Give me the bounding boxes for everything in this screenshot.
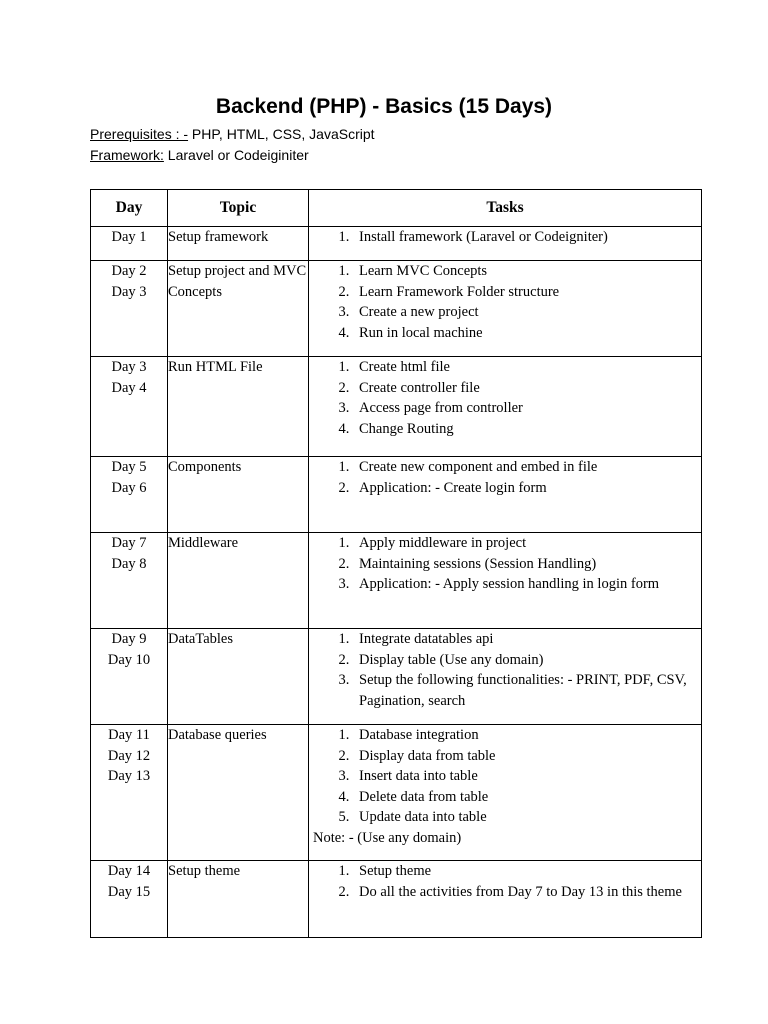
prerequisites-value: PHP, HTML, CSS, JavaScript: [188, 126, 375, 142]
tasks-cell: [309, 725, 702, 861]
task-item: 2. Display table (Use any domain): [353, 650, 693, 671]
day-label: Day 6: [111, 479, 147, 496]
task-item: 4. Change Routing: [353, 419, 693, 440]
task-list: [309, 533, 701, 595]
table-row: [91, 725, 702, 861]
day-cell: [91, 457, 168, 533]
tasks-cell: [309, 533, 702, 629]
day-label: Day 14: [107, 863, 151, 879]
tasks-cell: [309, 261, 702, 357]
day-label: Day 3: [111, 359, 147, 375]
task-item: 1. Install framework (Laravel or Codeigniter): [353, 227, 693, 248]
topic-cell: Setup project and MVC Concepts: [168, 261, 309, 357]
table-row: [91, 457, 702, 533]
prerequisites-line: [90, 124, 375, 144]
day-label: Day 15: [107, 883, 151, 900]
table-row: [91, 629, 702, 725]
task-item: 1. Create html file: [353, 357, 693, 378]
topic-cell: Database queries: [168, 725, 309, 861]
day-label: Day 12: [107, 747, 151, 764]
task-item: 3. Setup the following functionalities: - PRINT, PDF, CSV, Pagination, search: [353, 670, 693, 711]
task-list: [309, 861, 701, 902]
day-label: Day 13: [107, 768, 151, 784]
table-row: [91, 533, 702, 629]
task-item: 1. Create new component and embed in file: [353, 457, 693, 478]
task-list: [309, 227, 701, 248]
task-item: 4. Delete data from table: [353, 787, 693, 808]
course-plan-table: [90, 189, 702, 938]
header-tasks: Tasks: [309, 190, 702, 227]
header-day: Day: [91, 190, 168, 227]
day-label: Day 1: [111, 229, 147, 245]
framework-line: [90, 145, 309, 165]
day-label: Day 3: [111, 283, 147, 300]
task-item: 1. Setup theme: [353, 861, 693, 882]
table-row: [91, 861, 702, 938]
day-cell: [91, 533, 168, 629]
task-list: [309, 629, 701, 711]
day-label: Day 2: [111, 263, 147, 279]
task-item: 3. Create a new project: [353, 302, 693, 323]
day-cell: [91, 861, 168, 938]
topic-cell: Middleware: [168, 533, 309, 629]
day-label: Day 10: [107, 651, 151, 668]
header-topic: Topic: [168, 190, 309, 227]
task-item: 2. Maintaining sessions (Session Handling): [353, 554, 693, 575]
task-item: 1. Database integration: [353, 725, 693, 746]
day-cell: [91, 725, 168, 861]
task-item: 1. Learn MVC Concepts: [353, 261, 693, 282]
task-list: [309, 357, 701, 439]
task-item: 3. Access page from controller: [353, 398, 693, 419]
day-label: Day 5: [111, 459, 147, 475]
task-item: 2. Display data from table: [353, 746, 693, 767]
table-header-row: [91, 190, 702, 227]
prerequisites-label: Prerequisites : -: [90, 126, 189, 142]
topic-cell: Setup framework: [168, 227, 309, 261]
tasks-cell: [309, 629, 702, 725]
framework-value: Laravel or Codeiginiter: [163, 147, 309, 163]
task-list: [309, 457, 701, 498]
tasks-cell: [309, 861, 702, 938]
topic-cell: Run HTML File: [168, 357, 309, 457]
day-cell: [91, 261, 168, 357]
table-body: [91, 227, 702, 938]
topic-cell: Components: [168, 457, 309, 533]
day-label: Day 8: [111, 555, 147, 572]
task-item: 3. Application: - Apply session handling in login form: [353, 574, 693, 595]
task-item: 3. Insert data into table: [353, 766, 693, 787]
task-list: [309, 725, 701, 828]
day-label: Day 4: [111, 379, 147, 396]
topic-cell: Setup theme: [168, 861, 309, 938]
day-cell: [91, 357, 168, 457]
day-label: Day 9: [111, 631, 147, 647]
task-item: 2. Do all the activities from Day 7 to Day 13 in this theme: [353, 882, 693, 903]
day-label: Day 11: [108, 727, 150, 743]
framework-label: Framework:: [90, 147, 164, 163]
task-item: 2. Create controller file: [353, 378, 693, 399]
table-row: [91, 261, 702, 357]
day-label: Day 7: [111, 535, 147, 551]
tasks-cell: [309, 357, 702, 457]
day-cell: [91, 227, 168, 261]
task-note: Note: - (Use any domain): [313, 829, 462, 846]
task-item: 4. Run in local machine: [353, 323, 693, 344]
day-cell: [91, 629, 168, 725]
task-item: 2. Application: - Create login form: [353, 478, 693, 499]
task-item: 2. Learn Framework Folder structure: [353, 282, 693, 303]
tasks-cell: [309, 227, 702, 261]
task-item: 5. Update data into table: [353, 807, 693, 828]
task-list: [309, 261, 701, 343]
document-title: Backend (PHP) - Basics (15 Days): [215, 95, 553, 118]
table-row: [91, 357, 702, 457]
task-item: 1. Integrate datatables api: [353, 629, 693, 650]
tasks-cell: [309, 457, 702, 533]
table-row: [91, 227, 702, 261]
topic-cell: DataTables: [168, 629, 309, 725]
task-item: 1. Apply middleware in project: [353, 533, 693, 554]
